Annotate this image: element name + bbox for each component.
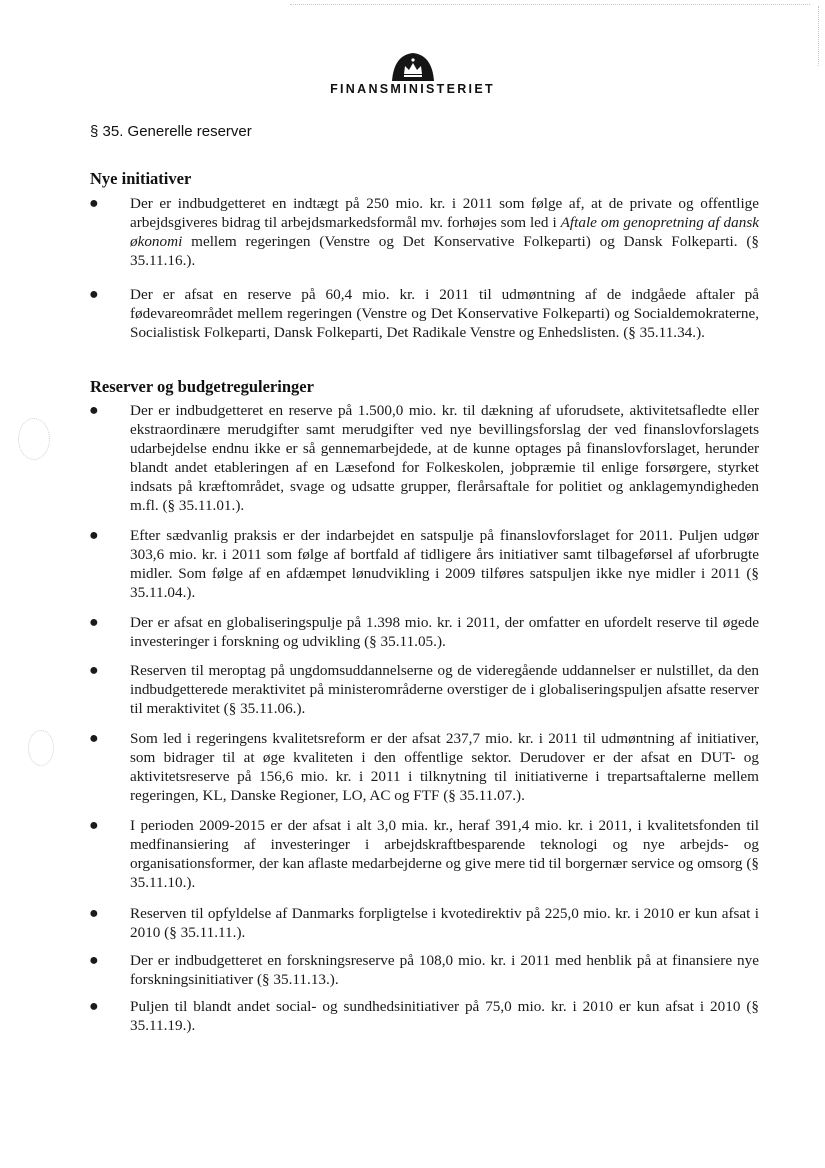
crown-logo-icon	[390, 52, 436, 82]
bullet-icon: ●	[89, 527, 99, 544]
list-item	[89, 661, 759, 718]
bullet-icon: ●	[89, 817, 99, 834]
scan-smudge	[18, 418, 50, 460]
bullet-text: I perioden 2009-2015 er der afsat i alt 3,0 mia. kr., heraf 391,4 mio. kr. i 2011, i kvalitetsfonden til medfinansiering af investeringer i arbejdskraftbesparende teknologi og nye arbejds- og organisationsformer, der kan aflaste medarbejderne og give mere tid til borgernær service og omsorg (§ 35.11.10.).	[130, 817, 759, 891]
scan-edge-line	[290, 4, 810, 5]
bullet-icon: ●	[89, 614, 99, 631]
bullet-text: Der er afsat en globaliseringspulje på 1.398 mio. kr. i 2011, der omfatter en ufordelt reserve til øgede investeringer i forskning og udvikling (§ 35.11.05.).	[130, 614, 759, 650]
subheading-new-initiatives: Nye initiativer	[90, 169, 192, 188]
bullet-text: Der er afsat en reserve på 60,4 mio. kr. i 2011 til udmøntning af de indgåede aftaler på fødevareområdet mellem regeringen (Venstre og Det Konservative Folkeparti) og Socialdemokraterne, Socialistisk Folkeparti, Dansk Folkeparti, Det Radikale Venstre og Enhedslisten. (§ 35.11.34.).	[130, 286, 759, 341]
bullet-icon: ●	[89, 730, 99, 747]
ministry-logo	[0, 52, 825, 82]
bullet-text: Der er indbudgetteret en forskningsreserve på 108,0 mio. kr. i 2011 med henblik på at finansiere nye forskningsinitiativer (§ 35.11.13.).	[130, 952, 759, 988]
bullet-icon: ●	[89, 952, 99, 969]
list-item	[89, 904, 759, 942]
bullet-text: Som led i regeringens kvalitetsreform er der afsat 237,7 mio. kr. i 2011 til udmøntning af initiativer, som bidrager til at øge kvaliteten i den offentlige sektor. Derudover er der afsat en DUT- og aktivitetsreserve på 156,6 mio. kr. i 2011 i tilknytning til initiativerne i trepartsaftalerne mellem regeringen, KL, Danske Regioner, LO, AC og FTF (§ 35.11.07.).	[130, 730, 759, 804]
bullet-text: Puljen til blandt andet social- og sundhedsinitiativer på 75,0 mio. kr. i 2010 er kun afsat i 2010 (§ 35.11.19.).	[130, 998, 759, 1034]
bullet-icon: ●	[89, 286, 99, 303]
list-item	[89, 997, 759, 1035]
bullet-text: Der er indbudgetteret en reserve på 1.500,0 mio. kr. til dækning af uforudsete, aktivitetsafledte eller ekstraordinære merudgifter samt merudgifter ved nye bevillingsforslag der ved finanslovforslagets udarbejdelse endnu ikke er så gennemarbejdede, at de kunne optages på finanslovforslaget, herunder blandt andet etableringen af en Læsefond for Folkeskolen, jobpræmie til enlige forsørgere, styrket indsats på kræftområdet, svage og udsatte grupper, flerårsaftale for politiet og anklagemyndigheden m.fl. (§ 35.11.01.).	[130, 402, 759, 514]
bullet-text: Reserven til meroptag på ungdomsuddannelserne og de videregående uddannelser er nulstillet, da den indbudgetterede meraktivitet på ministerområderne overstiger de i globaliseringspuljen afsatte reserver til meraktivitet (§ 35.11.06.).	[130, 662, 759, 717]
subheading-reserves: Reserver og budgetreguleringer	[90, 377, 314, 396]
list-item	[89, 816, 759, 892]
list-item	[89, 401, 759, 515]
bullet-icon: ●	[89, 905, 99, 922]
scan-smudge	[28, 730, 54, 766]
bullet-text: Der er indbudgetteret en indtægt på 250 mio. kr. i 2011 som følge af, at de private og offentlige arbejdsgiveres bidrag til arbejdsmarkedsformål mv. forhøjes som led i Aftale om genopretning af dansk økonomi mellem regeringen (Venstre og Det Konservative Folkeparti) og Dansk Folkeparti. (§ 35.11.16.).	[130, 195, 759, 269]
list-item	[89, 613, 759, 651]
list-item	[89, 194, 759, 270]
bullet-text: Reserven til opfyldelse af Danmarks forpligtelse i kvotedirektiv på 225,0 mio. kr. i 2010 er kun afsat i 2010 (§ 35.11.11.).	[130, 905, 759, 941]
bullet-text: Efter sædvanlig praksis er der indarbejdet en satspulje på finanslovforslaget for 2011. Puljen udgør 303,6 mio. kr. i 2011 som følge af bortfald af tidligere års initiativer samt tilbageførsel af uforbrugte midler. Som følge af en afdæmpet lønudvikling i 2009 tilføres satspuljen ikke nye midler i 2011 (§ 35.11.04.).	[130, 527, 759, 601]
ministry-name: FINANSMINISTERIET	[330, 82, 495, 96]
list-item	[89, 526, 759, 602]
list-item	[89, 285, 759, 342]
list-item	[89, 729, 759, 805]
bullet-icon: ●	[89, 662, 99, 679]
bullet-icon: ●	[89, 195, 99, 212]
bullet-icon: ●	[89, 402, 99, 419]
list-item	[89, 951, 759, 989]
bullet-icon: ●	[89, 998, 99, 1015]
section-heading: § 35. Generelle reserver	[90, 123, 252, 140]
